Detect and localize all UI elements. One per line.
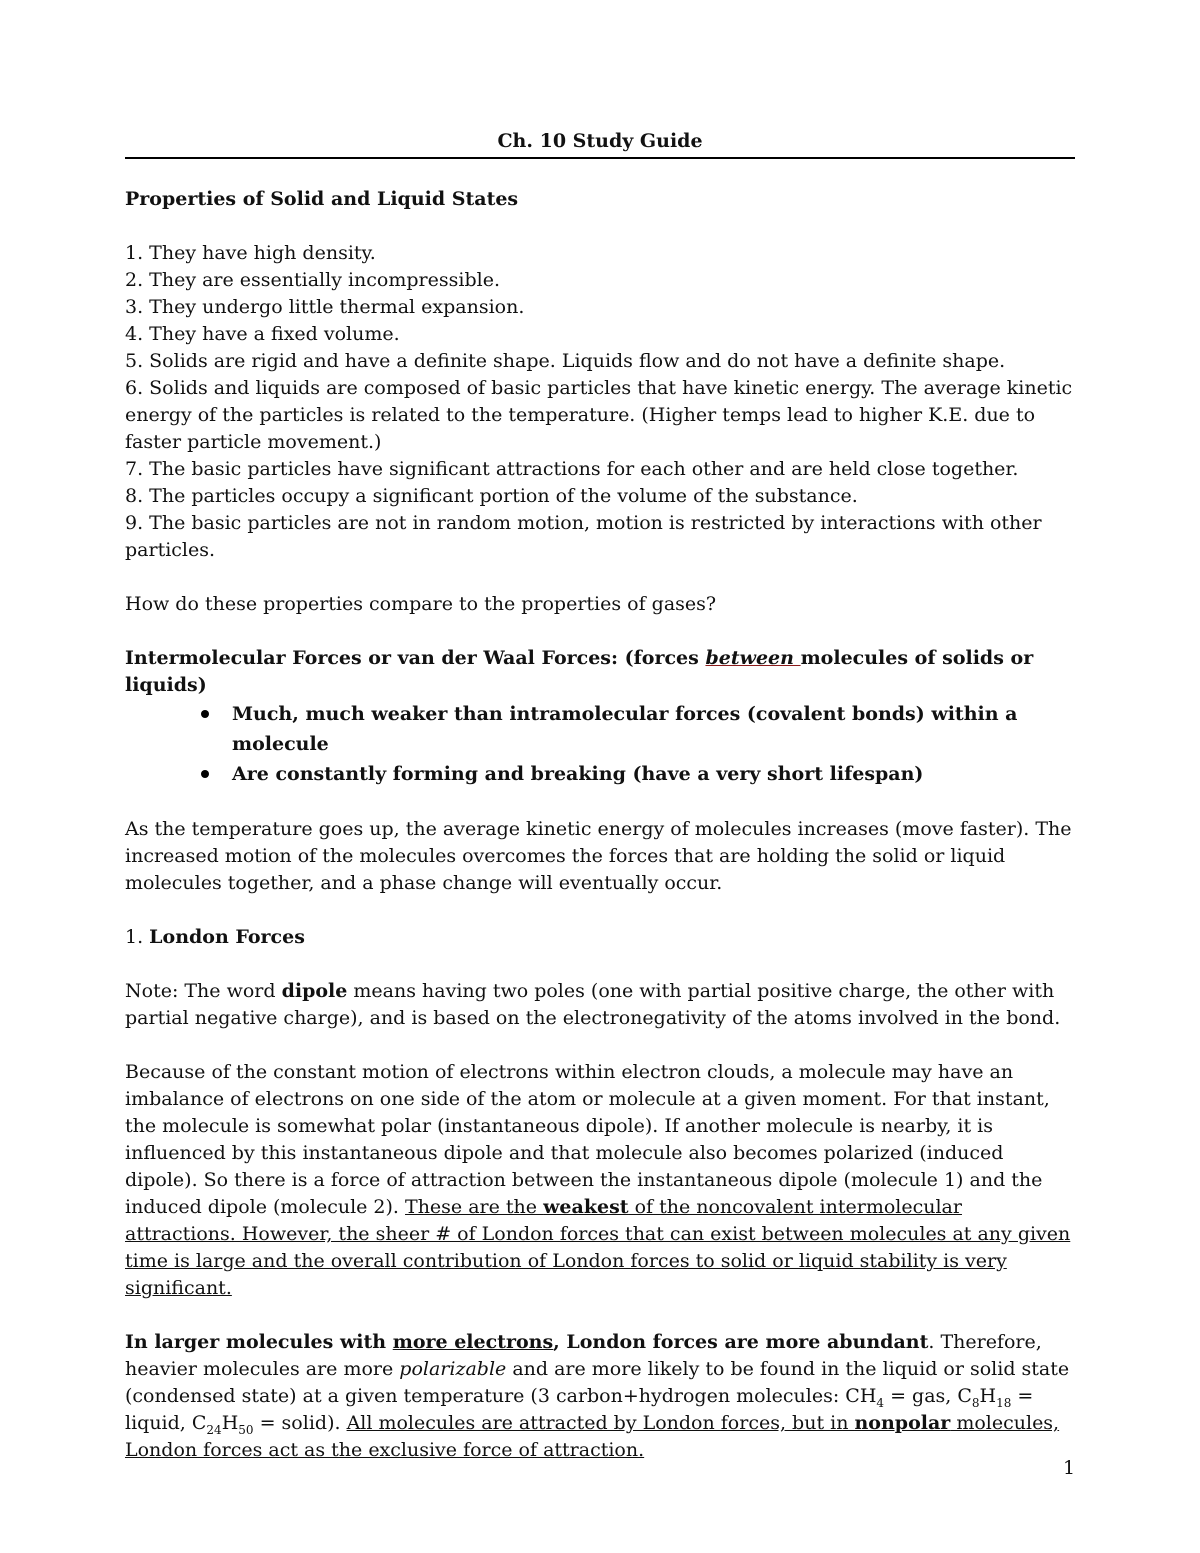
paragraph-text: H — [979, 1385, 997, 1407]
subscript: 4 — [876, 1395, 885, 1410]
properties-list — [125, 240, 1075, 564]
properties-heading: Properties of Solid and Liquid States — [125, 188, 519, 210]
dipole-note — [125, 978, 1075, 1032]
subscript: 18 — [996, 1395, 1012, 1410]
subscript: 50 — [238, 1422, 254, 1437]
page-content — [125, 128, 1075, 1491]
bullet-text: Are constantly forming and breaking (have a very short lifespan) — [232, 763, 924, 785]
heading-label: London Forces — [149, 926, 305, 948]
paragraph-text: = gas, C — [884, 1385, 972, 1407]
paragraph-text: Because of the constant motion of electrons within electron clouds, a molecule may have an imbalance of electrons on one side of the atom or molecule at a given moment. For that instant, the molecule is somewhat polar (instantaneous dipole). If another molecule is nearby, it is influenced by this instantaneous dipole and that molecule also becomes polarized (induced dipole). So there is a force of attraction between the instantaneous dipole (molecule 1) and the induced dipole (molecule 2). — [125, 1061, 1050, 1218]
page-number: 1 — [1063, 1457, 1076, 1479]
underlined-text: All molecules are attracted by London forces, but in — [346, 1412, 855, 1434]
temperature-paragraph: As the temperature goes up, the average kinetic energy of molecules increases (move faster). The increased motion of the molecules overcomes the forces that are holding the solid or liquid molecules together, and a phase change will eventually occur. — [125, 818, 1072, 894]
bold-text-end: , London forces are more abundant — [553, 1331, 929, 1353]
london-forces-heading — [125, 924, 1075, 951]
list-item: 1. They have high density. — [125, 242, 376, 264]
imf-heading-text: Intermolecular Forces or van der Waal Forces: (forces — [125, 647, 706, 669]
list-item: 8. The particles occupy a significant portion of the volume of the substance. — [125, 485, 858, 507]
comparison-question: How do these properties compare to the properties of gases? — [125, 593, 717, 615]
paragraph-text: H — [221, 1412, 239, 1434]
subscript: 8 — [971, 1395, 980, 1410]
imf-heading-text-end: molecules of solids or liquids) — [125, 647, 1034, 696]
bullet-icon — [201, 770, 209, 778]
list-item: 3. They undergo little thermal expansion. — [125, 296, 525, 318]
paragraph-text: = solid). — [253, 1412, 347, 1434]
imf-heading-emphasis: between — [705, 647, 801, 669]
underlined-bold-text: nonpolar — [854, 1412, 951, 1434]
bullet-item — [125, 699, 1075, 759]
dipole-term: dipole — [281, 980, 348, 1002]
bullet-item — [125, 759, 1075, 789]
bold-underlined-text: more electrons — [392, 1331, 554, 1353]
page-title: Ch. 10 Study Guide — [125, 128, 1075, 159]
constant-motion-paragraph — [125, 1059, 1075, 1302]
underlined-text-rest: molecules, London forces act as the exclusive force of attraction. — [125, 1412, 1060, 1461]
underlined-bold-text: weakest — [543, 1196, 629, 1218]
imf-heading — [125, 645, 1075, 699]
paragraph-text: and are more likely to be found in the liquid or solid state (condensed state) at a given temperature (3 carbon+hydrogen molecules: CH — [125, 1358, 1070, 1407]
underlined-text: These are the — [405, 1196, 544, 1218]
list-item: 5. Solids are rigid and have a definite shape. Liquids flow and do not have a definite shape. — [125, 350, 1006, 372]
larger-molecules-paragraph — [125, 1329, 1075, 1464]
list-item: 7. The basic particles have significant attractions for each other and are held close together. — [125, 458, 1019, 480]
bold-text: In larger molecules with — [125, 1331, 393, 1353]
underlined-text-rest: of the noncovalent intermolecular attractions. However, the sheer # of London forces that can exist between molecules at any given time is large and the overall contribution of London forces to solid or liquid stability is very significant. — [125, 1196, 1071, 1299]
note-text-rest: means having two poles (one with partial positive charge, the other with partial negative charge), and is based on the electronegativity of the atoms involved in the bond. — [125, 980, 1061, 1029]
subscript: 24 — [206, 1422, 222, 1437]
paragraph-text: = liquid, C — [125, 1385, 1034, 1434]
list-item: 2. They are essentially incompressible. — [125, 269, 500, 291]
italic-term: polarizable — [399, 1358, 507, 1380]
imf-bullet-list — [125, 699, 1075, 789]
paragraph-text: . Therefore, heavier molecules are more — [125, 1331, 1042, 1380]
note-text: Note: The word — [125, 980, 282, 1002]
list-item: 9. The basic particles are not in random motion, motion is restricted by interactions with other particles. — [125, 512, 1042, 561]
heading-number: 1. — [125, 926, 150, 948]
bullet-icon — [201, 710, 209, 718]
list-item: 6. Solids and liquids are composed of basic particles that have kinetic energy. The average kinetic energy of the particles is related to the temperature. (Higher temps lead to higher K.E. due to faster particle movement.) — [125, 377, 1073, 453]
bullet-text: Much, much weaker than intramolecular forces (covalent bonds) within a molecule — [232, 703, 1018, 755]
list-item: 4. They have a fixed volume. — [125, 323, 400, 345]
